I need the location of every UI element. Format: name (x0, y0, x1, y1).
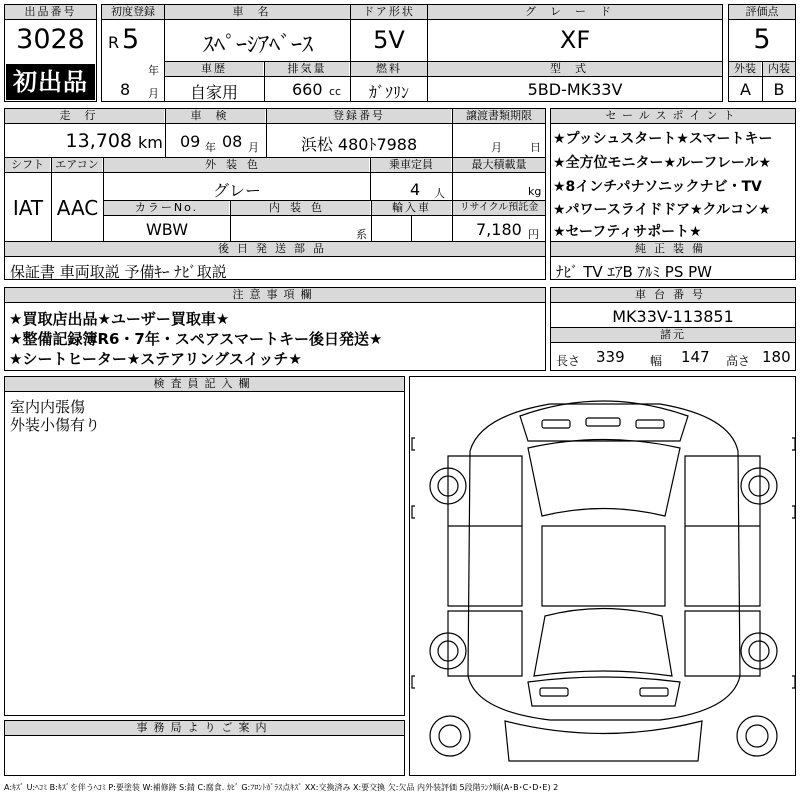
mileage: 13,708 (65, 130, 132, 152)
sales-line-4: ★パワースライドドア★クルコン★ (553, 202, 771, 218)
score: 5 (753, 24, 771, 55)
sales-line-1: ★プッシュスタート★スマートキー (553, 131, 773, 147)
year-unit: 年 (148, 64, 159, 77)
height-label: 高さ (726, 354, 751, 368)
office-label: 事務局よりご案内 (5, 721, 404, 735)
month-unit: 月 (148, 87, 159, 100)
cc-unit: cc (329, 85, 342, 98)
color: グレー (212, 181, 261, 200)
int-grade: B (773, 80, 785, 99)
ac: AAC (56, 196, 99, 220)
first-reg-label: 初度登録 (102, 5, 164, 19)
plate-label: 登録番号 (267, 109, 451, 123)
ext-label: 外装 (729, 62, 761, 76)
car-damage-diagram (410, 376, 797, 776)
model-label: 型式 (428, 62, 722, 76)
history-label: 車歴 (165, 62, 263, 76)
length-label: 長さ (556, 354, 581, 368)
capacity-unit: 人 (434, 187, 445, 200)
inspector-line-2: 外装小傷有り (10, 416, 101, 434)
shift-label: シフト (5, 158, 50, 172)
insp-year-unit: 年 (205, 141, 216, 154)
width-label: 幅 (650, 354, 663, 368)
fuel-label: 燃料 (351, 62, 427, 76)
insp-year: 09 (180, 132, 201, 151)
km-unit: km (138, 133, 163, 152)
capacity: 4 (410, 180, 421, 199)
color-number: WBW (145, 220, 189, 239)
insp-month-unit: 月 (248, 141, 259, 154)
later-parts: 保証書 車両取説 予備ｷｰ ﾅﾋﾞ取説 (10, 263, 227, 281)
insp-month: 08 (222, 132, 243, 151)
legend: A:ｷｽﾞ U:ﾍｺﾐ B:ｷｽﾞを伴うﾍｺﾐ P:要塗装 W:補修跡 S:錆 C:腐食. ｶﾋﾞ G:ﾌﾛﾝﾄｶﾞﾗｽ点ｷｽﾞ XX:交換済み X:要交換 欠:欠品 内外装評価 5段階ﾗﾝｸ順(A･B･C･D･E) 2 (4, 783, 559, 792)
era-label: R (108, 33, 120, 52)
import-label: 輸入車 (372, 201, 451, 215)
mileage-label: 走行 (5, 109, 164, 123)
inspection-label: 車検 (166, 109, 265, 123)
car-name: ｽﾍﾟｰｼｱﾍﾞｰｽ (202, 33, 313, 58)
chassis-label: 車台番号 (551, 288, 795, 302)
colorno-label: カラーNo. (104, 201, 229, 215)
recycle-fee: 7,180 (476, 220, 522, 239)
ext-grade: A (740, 80, 751, 99)
score-label: 評価点 (729, 5, 795, 19)
int-color-label: 内装色 (231, 201, 370, 215)
int-label: 内装 (763, 62, 795, 76)
history: 自家用 (189, 83, 238, 102)
specs-label: 諸元 (551, 328, 795, 342)
notes-line-3: ★シートヒーター★ステアリングスイッチ★ (9, 350, 302, 368)
load-unit: kg (528, 185, 542, 198)
later-parts-label: 後日発送部品 (5, 242, 545, 256)
sales-label: セールスポイント (551, 109, 795, 123)
sales-line-2: ★全方位モニター★ルーフレール★ (553, 155, 772, 171)
color-label: 外装色 (104, 158, 369, 172)
fuel: ｶﾞｿﾘﾝ (368, 83, 409, 102)
sales-line-5: ★セーフティサポート★ (553, 224, 702, 240)
inspector-label: 検査員記入欄 (5, 377, 404, 391)
notes-label: 注意事項欄 (5, 288, 545, 302)
lot-label: 出品番号 (5, 5, 96, 19)
yen-unit: 円 (528, 228, 539, 241)
transfer-day-unit: 日 (530, 141, 541, 154)
int-color-unit: 系 (356, 228, 367, 241)
notes-line-2: ★整備記録簿R6・7年・スペアスマートキー後日発送★ (9, 330, 383, 348)
shift: IAT (12, 196, 44, 220)
notes-line-1: ★買取店出品★ユーザー買取車★ (9, 310, 230, 328)
lot-number: 3028 (16, 24, 85, 55)
model-code: 5BD-MK33V (527, 80, 623, 99)
grade: XF (559, 26, 591, 54)
recycle-label: リサイクル預託金 (453, 201, 545, 215)
reg-year: 5 (122, 24, 140, 55)
displacement-label: 排気量 (265, 62, 349, 76)
plate-number: 浜松 480ﾄ7988 (300, 135, 418, 154)
ac-label: エアコン (52, 158, 102, 172)
equipment: ﾅﾋﾞ TV ｴｱB ｱﾙﾐ PS PW (556, 263, 712, 281)
displacement: 660 (292, 80, 323, 99)
load-label: 最大積載量 (453, 158, 545, 172)
transfer-label: 譲渡書類期限 (453, 109, 545, 123)
capacity-label: 乗車定員 (371, 158, 451, 172)
car-name-label: 車名 (165, 5, 350, 19)
first-listing-badge: 初出品 (6, 64, 95, 100)
equipment-label: 純正装備 (551, 242, 795, 256)
width: 147 (681, 348, 710, 366)
reg-month: 8 (120, 80, 131, 99)
inspector-line-1: 室内内張傷 (10, 398, 86, 416)
length: 339 (596, 348, 625, 366)
grade-label: グレード (428, 5, 722, 19)
chassis-number: MK33V-113851 (612, 307, 734, 326)
height: 180 (762, 348, 791, 366)
sales-line-3: ★8インチパナソニックナビ・TV (553, 179, 762, 195)
door-label: ドア形状 (351, 5, 427, 19)
transfer-month-unit: 月 (491, 141, 502, 154)
door-type: 5V (373, 26, 405, 54)
